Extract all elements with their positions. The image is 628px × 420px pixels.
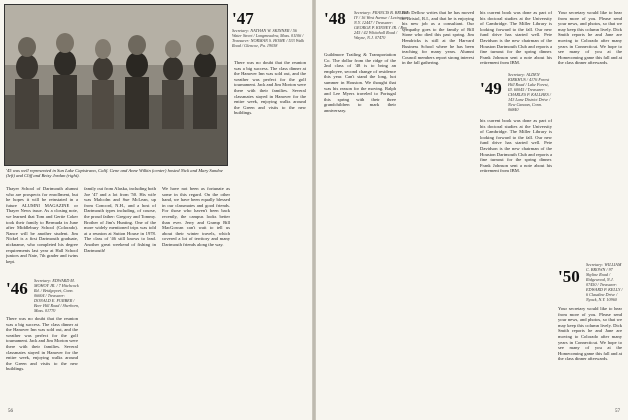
left-col-2: family out from Alaska, including both Joe '47 and a lot from '50. His wife was Malcolm and Sue McLean, up from Concord, N.H., and a host of Dartmouth types including, of course, the proud father: Gregory and Tommy. Brother of Jim's Hunting. One of the more widely mentioned trips was told at a reunion at Sutton House in 1978. The class of '46 still knows to lead. Another great weekend of fishing in Dartmouth!	[84, 186, 156, 253]
right-col-2: Bob Dellow writes that he has moved to Bristol, R.I., and that he is enjoying his new job as a consultant. Our sympathy goes to the family of Bill Stone who died this past spring. Jim Hendricks is still at the Harvard Business School where he has been teaching for many years. Alumni Council members report strong interest in the fall gathering.	[402, 10, 474, 66]
class-49-number: '49	[480, 79, 502, 98]
right-col-4: Your secretary would like to hear from more of you. Please send your news, and photos, so that we may keep this column lively. Dick Smith reports he and Jane are moving to Colorado after many years in Connecticut. We hope to see many of you at the Homecoming game this fall and at the class dinner afterwards.	[558, 10, 622, 66]
right-page	[316, 0, 628, 420]
left-col-1b: There was no doubt that the reunion was a big success. The class dinner at the Hanover Inn was sold out, and the weather was perfect for the golf tournament. Jack and Jim Morton were there with their families. Several classmates stayed in Hanover for the entire week, enjoying walks around the Green and visits to the new buildings.	[6, 316, 78, 372]
class-50-contact: Secretary: WILLIAM C. BROWN / 97 Skyline Road / Ridgewood, N.J. 07450 / Treasurer: EDWARD P. KELLY / 6 Claudine Drive / Nyack, N.Y. 10960	[586, 262, 623, 302]
left-col-4: There was no doubt that the reunion was a big success. The class dinner at the Hanover Inn was sold out, and the weather was perfect for the golf tournament. Jack and Jim Morton were there with their families. Several classmates stayed in Hanover for the entire week, enjoying walks around the Green and visits to the new buildings.	[234, 60, 306, 116]
right-col-4b: Your secretary would like to hear from more of you. Please send your news, and photos, so that we may keep this column lively. Dick Smith reports he and Jane are moving to Colorado after many years in Connecticut. We hope to see many of you at the Homecoming game this fall and at the class dinner afterwards.	[558, 306, 622, 362]
class-48-number: '48	[324, 9, 346, 28]
left-col-1: Thayer School of Dartmouth alumni who are prospects for enrollment, but he hopes it will be reinstated in a future ALUMNI MAGAZINE or Thayer News issue. As a closing note, we learned that Tom and Gertie Coker took their family to Bermuda in June after Middlebury School (Colorado). Nance will be another student. Jim Nickel is a first Dartmouth graduate, nickname, who completed his degree requirements last year at Hall School juniors and Nate, 7th grader and twins kept.	[6, 186, 78, 264]
class-49-contact: Secretary: ALDEN KIRKHUS / 4176 Forest Hill Road / Lake Forest, Ill. 60045 / Treasurer: CHARLES P. KALLHES / 143 Lane District Drive / New Canaan, Conn. 06840	[508, 72, 551, 112]
left-page-number: 56	[8, 409, 13, 414]
right-col-3b: his current book was done as part of his doctoral studies at the University of Cambridge. The Miller Library is looking forward to the fall. Our new fund drive has started well. Pete Davidson is the new chairman of the Houston Dartmouth Club and reports a fine turnout for the spring dinner. Frank Johnson sent a note about his retirement from IBM.	[480, 118, 552, 174]
right-col-3: his current book was done as part of his doctoral studies at the University of Cambridge. The Miller Library is looking forward to the fall. Our new fund drive has started well. Pete Davidson is the new chairman of the Houston Dartmouth Club and reports a fine turnout for the spring dinner. Frank Johnson sent a note about his retirement from IBM.	[480, 10, 552, 66]
class-50-number: '50	[558, 267, 580, 286]
right-page-number: 57	[615, 409, 620, 414]
right-col-1: Guildmore Trailing & Transportation Co. The dollar from the ridge of the 2nd class of '48 is to bring an employee, second change of residence this year. Can't stand the long, hot summer in Houston. We thought that was his reason for the moving. Ralph and Lee Myers traveled to Portugal this spring with their three grandchildren to mark their anniversary.	[324, 52, 396, 113]
left-col-3: We have not been as fortunate as some in this regard. On the other hand, we have been equally blessed in our classmates and good friends. For those who haven't been back recently, the campus looks better than ever. Jerry and Gramp Bill MacGowan can't wait to tell us about their winter travels, which covered a lot of territory and many Dartmouth friends along the way.	[162, 186, 230, 247]
photo-image	[5, 5, 227, 165]
photo-caption: '45 was well represented in Sun Lake Capistrano, Calif. Gene and Anne Wilkin (center) hosted Nick and Mary Sandoe (left) and Cliff and Betsy Jordan (right).	[6, 168, 223, 179]
class-47-contact: Secretary: NATHAN W. SKINNER / 56 Water Street / Longmeadow, Mass. 01106 / Treasurer: NORMAN S. HOME / 533 Walk Road / Glencoe, Pa. 19038	[232, 28, 304, 48]
class-46-contact: Secretary: EDWARD M. MOHOY JR. / 7 Hitchcock Rd. / Bridgeport, Conn. 06604 / Treasurer: DONALD E. FURBER / Beer Hill Road / Sherborn, Mass. 01770	[34, 278, 80, 313]
class-48-contact: Secretary: FRANCIS B. BRUNT IV / 16 West Avenue / Lexington, N.Y. 12447 / Treasurer: GEORGE P. KINNEY JR. / Box 245 / 42 Whitehall Road / Wayne, N.J. 07470	[354, 10, 409, 40]
left-page	[0, 0, 312, 420]
class-47-number: '47	[232, 9, 254, 28]
class-photo	[4, 4, 228, 166]
class-46-number: '46	[6, 279, 28, 298]
